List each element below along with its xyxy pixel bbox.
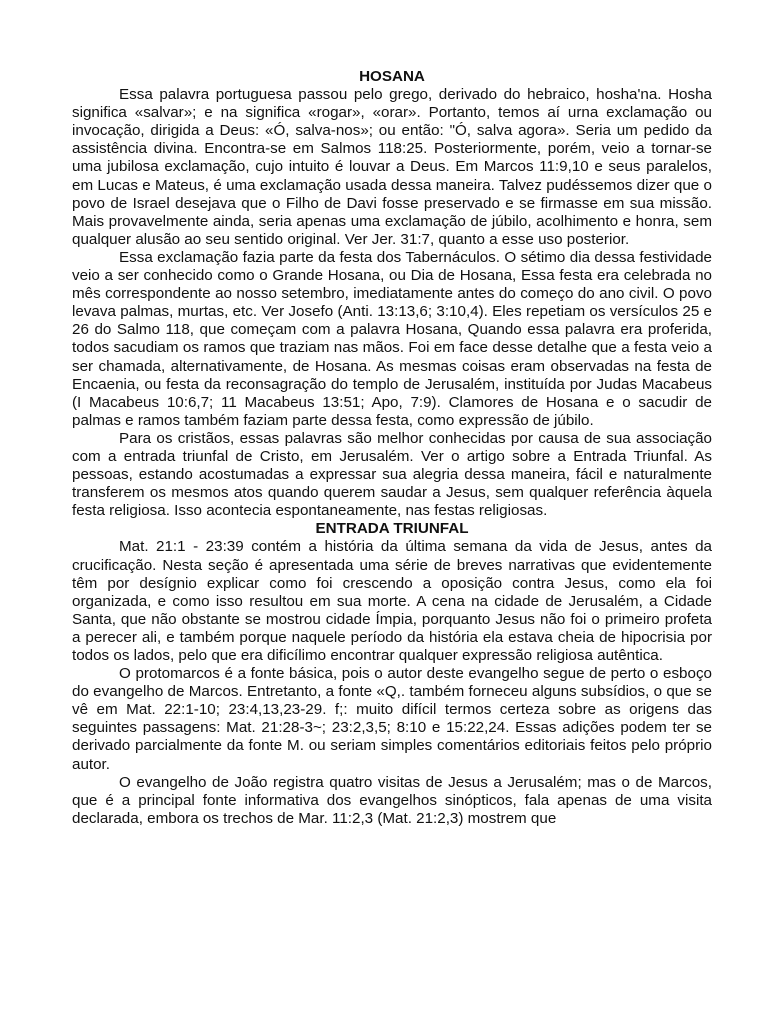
paragraph: Essa exclamação fazia parte da festa dos Tabernáculos. O sétimo dia dessa festividade veio a ser conhecido como o Grande Hosana, ou Dia de Hosana, Essa festa era celebrada no mês correspondente ao nosso setembro, imediatamente antes do começo do ano civil. O povo levava palmas, murtas, etc. Ver Josefo (Anti. 13:13,6; 3:10,4). Eles repetiam os versículos 25 e 26 do Salmo 118, que começam com a palavra Hosana, Quando essa palavra era proferida, todos sacudiam os ramos que traziam nas mãos. Foi em face desse detalhe que a festa veio a ser chamada, alternativamente, de Hosana. As mesmas coisas eram observadas na festa de Encaenia, ou festa da reconsagração do templo de Jerusalém, instituída por Judas Macabeus (I Macabeus 10:6,7; 11 Macabeus 13:51; Apo, 7:9). Clamores de Hosana e o sacudir de palmas e ramos também faziam parte dessa festa, como expressão de júbilo. — [72, 248, 712, 429]
paragraph: Para os cristãos, essas palavras são melhor conhecidas por causa de sua associação com a entrada triunfal de Cristo, em Jerusalém. Ver o artigo sobre a Entrada Triunfal. As pessoas, estando acostumadas a expressar sua alegria dessa maneira, fácil e naturalmente transferem os mesmos atos quando querem saudar a Jesus, sem qualquer referência àquela festa religiosa. Isso acontecia espontaneamente, nas festas religiosas. — [72, 429, 712, 520]
document-page — [72, 68, 712, 828]
paragraph: Mat. 21:1 - 23:39 contém a história da última semana da vida de Jesus, antes da crucificação. Nesta seção é apresentada uma série de breves narrativas que evidentemente têm por desígnio explicar como foi crescendo a oposição contra Jesus, como ela foi organizada, e como isso resultou em sua morte. A cena na cidade de Jerusalém, a Cidade Santa, que não obstante se mostrou cidade Ímpia, porquanto Jesus não foi o primeiro profeta a perecer ali, e também porque naquele período da história ela estava cheia de hipocrisia por todos os lados, pelo que era dificílimo encontrar qualquer expressão religiosa autêntica. — [72, 538, 712, 664]
section-title-entrada-triunfal: ENTRADA TRIUNFAL — [315, 520, 469, 538]
paragraph: O protomarcos é a fonte básica, pois o autor deste evangelho segue de perto o esboço do evangelho de Marcos. Entretanto, a fonte «Q,. também forneceu alguns subsídios, o que se vê em Mat. 22:1-10; 23:4,13,23-29. f;: muito difícil termos certeza sobre as origens das seguintes passagens: Mat. 21:28-3~; 23:2,3,5; 8:10 e 15:22,24. Essas adições podem ter se derivado parcialmente da fonte M. ou seriam simples comentários editoriais feitos pelo próprio autor. — [72, 665, 712, 773]
paragraph: O evangelho de João registra quatro visitas de Jesus a Jerusalém; mas o de Marcos, que é a principal fonte informativa dos evangelhos sinópticos, fala apenas de uma visita declarada, embora os trechos de Mar. 11:2,3 (Mat. 21:2,3) mostrem que — [72, 773, 712, 827]
section-title-hosana: HOSANA — [359, 68, 425, 85]
paragraph: Essa palavra portuguesa passou pelo grego, derivado do hebraico, hosha'na. Hosha significa «salvar»; e na significa «rogar», «orar». Portanto, temos aí urna exclamação ou invocação, dirigida a Deus: «Ó, salva-nos»; ou então: "Ó, salva agora». Seria um pedido da assistência divina. Encontra-se em Salmos 118:25. Posteriormente, porém, veio a tornar-se uma jubilosa exclamação, cujo intuito é louvar a Deus. Em Marcos 11:9,10 e seus paralelos, em Lucas e Mateus, é uma exclamação usada dessa maneira. Talvez pudéssemos dizer que o povo de Israel desejava que o Filho de Davi fosse preservado e se firmasse em sua missão. Mais provavelmente ainda, seria apenas uma exclamação de júbilo, acolhimento e honra, sem qualquer alusão ao seu sentido original. Ver Jer. 31:7, quanto a esse uso posterior. — [72, 86, 712, 248]
